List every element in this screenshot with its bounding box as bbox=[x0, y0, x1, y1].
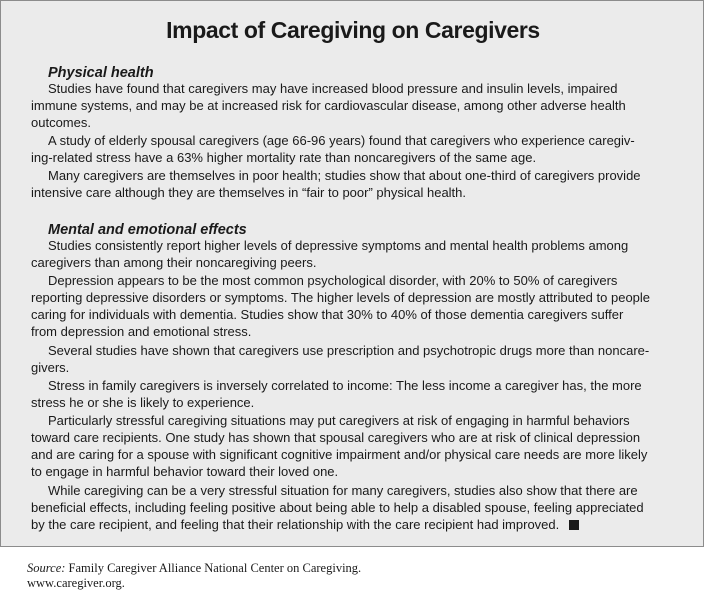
text-line: from depression and emotional stress. bbox=[31, 323, 252, 339]
text-line: Several studies have shown that caregivers use prescription and psychotropic drugs more than noncare- bbox=[48, 343, 650, 358]
text-line: Studies consistently report higher levels of depressive symptoms and mental health problems among bbox=[48, 238, 629, 253]
source-line bbox=[27, 561, 361, 576]
text-line: immune systems, and may be at increased risk for cardiovascular disease, among other adverse health bbox=[31, 97, 626, 113]
text-line: and are caring for a spouse with significant cognitive impairment and/or physical care needs are more likely bbox=[31, 446, 648, 462]
paragraph-mental-4 bbox=[31, 378, 681, 412]
text-line: to engage in harmful behavior toward their loved one. bbox=[31, 463, 339, 479]
text-line: givers. bbox=[31, 359, 70, 375]
source-text: Family Caregiver Alliance National Center on Caregiving. bbox=[68, 561, 362, 575]
text-line: Particularly stressful caregiving situations may put caregivers at risk of engaging in harmful behaviors bbox=[48, 413, 630, 428]
text-line: by the care recipient, and feeling that their relationship with the care recipient had improved. bbox=[31, 516, 560, 532]
text-line: toward care recipients. One study has shown that spousal caregivers who are at risk of clinical depression bbox=[31, 429, 641, 445]
source-label: Source: bbox=[27, 561, 66, 575]
text-line: stress he or she is likely to experience. bbox=[31, 394, 255, 410]
text-line: reporting depressive disorders or symptoms. The higher levels of depression are mostly attributed to people bbox=[31, 289, 651, 305]
text-line: While caregiving can be a very stressful situation for many caregivers, studies also show that there are bbox=[48, 483, 638, 498]
box-title: Impact of Caregiving on Caregivers bbox=[166, 17, 540, 43]
end-mark-square-icon bbox=[569, 520, 579, 530]
text-line: beneficial effects, including feeling positive about being able to help a disabled spouse, feeling appreciated bbox=[31, 499, 644, 515]
paragraph-physical-3 bbox=[31, 168, 681, 202]
section-heading-physical-health: Physical health bbox=[48, 65, 154, 81]
text-line: Depression appears to be the most common psychological disorder, with 20% to 50% of caregivers bbox=[48, 273, 618, 288]
text-line: caregivers than among their noncaregiving peers. bbox=[31, 254, 317, 270]
paragraph-mental-1 bbox=[31, 238, 681, 272]
text-line: intensive care although they are themselves in “fair to poor” physical health. bbox=[31, 184, 467, 200]
paragraph-physical-1 bbox=[31, 81, 681, 132]
section-heading-mental-emotional: Mental and emotional effects bbox=[48, 222, 247, 238]
text-line: A study of elderly spousal caregivers (age 66-96 years) found that caregivers who experience caregiv- bbox=[48, 133, 635, 148]
text-line-last bbox=[31, 517, 681, 534]
source-note bbox=[27, 561, 361, 590]
text-line: ing-related stress have a 63% higher mortality rate than noncaregivers of the same age. bbox=[31, 149, 537, 165]
paragraph-mental-3 bbox=[31, 343, 681, 377]
text-line: Studies have found that caregivers may have increased blood pressure and insulin levels, impaired bbox=[48, 81, 618, 96]
source-url: www.caregiver.org. bbox=[27, 575, 125, 590]
text-line: outcomes. bbox=[31, 114, 91, 130]
paragraph-mental-6 bbox=[31, 483, 681, 534]
text-line: caring for individuals with dementia. Studies show that 30% to 40% of those dementia caregivers suffer bbox=[31, 306, 624, 322]
paragraph-mental-5 bbox=[31, 413, 681, 481]
text-line: Stress in family caregivers is inversely correlated to income: The less income a caregiver has, the more bbox=[48, 378, 642, 393]
paragraph-physical-2 bbox=[31, 133, 681, 167]
paragraph-mental-2 bbox=[31, 273, 681, 341]
text-line: Many caregivers are themselves in poor health; studies show that about one-third of caregivers provide bbox=[48, 168, 641, 183]
